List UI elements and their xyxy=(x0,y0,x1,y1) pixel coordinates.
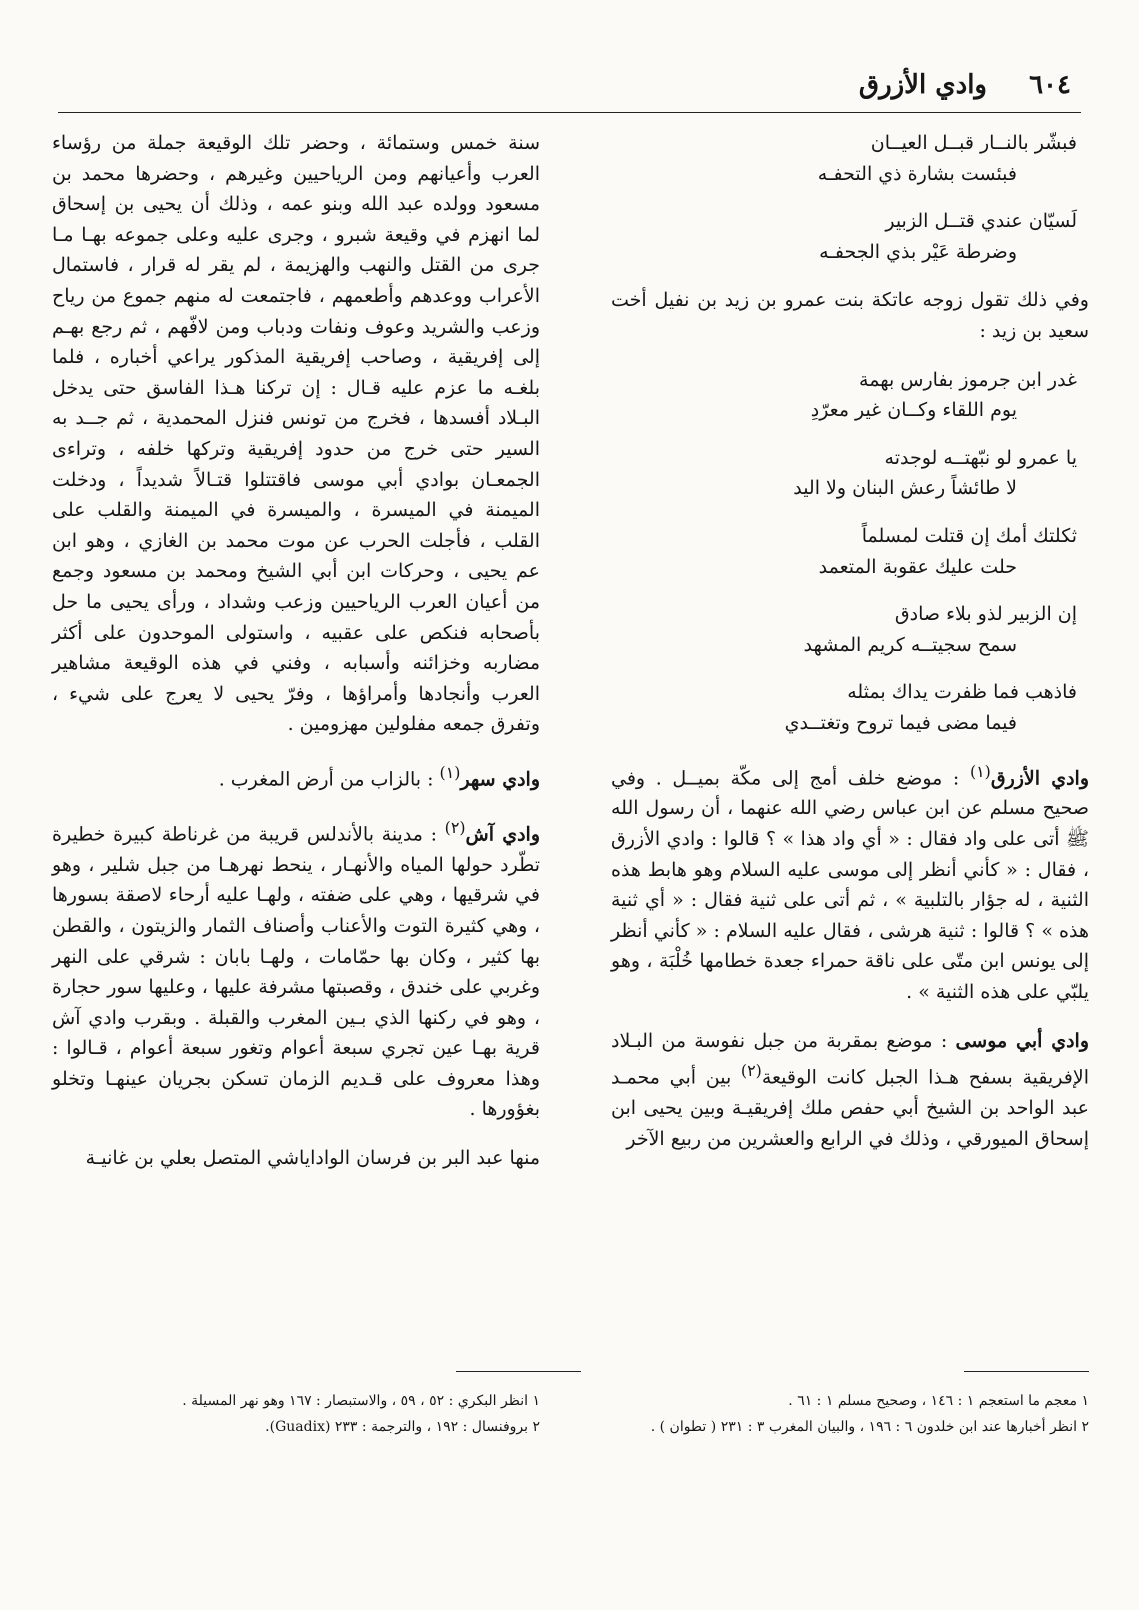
poem-zubair xyxy=(647,128,1077,267)
entry-headword: وادي الأزرق xyxy=(990,766,1090,789)
verse xyxy=(647,443,1077,504)
footnote-rule xyxy=(456,1371,581,1372)
verse xyxy=(647,206,1077,267)
hemistich: فبشّر بالنــار قبــل العيــان xyxy=(870,132,1077,154)
hemistich: سمح سجيتــه كريم المشهد xyxy=(803,633,1017,656)
entry-wadi-azraq xyxy=(611,757,1089,1008)
hemistich: إن الزبير لذو بلاء صادق xyxy=(894,603,1077,626)
footnote-marker: (١) xyxy=(439,762,461,782)
footnote: ٢ انظر أخبارها عند ابن خلدون ٦ : ١٩٦ ، والبيان المغرب ٣ : ٢٣١ ( تطوان ) . xyxy=(650,1419,1089,1435)
footnote: ٢ بروفنسال : ١٩٢ ، والترجمة : ٢٣٣ (Guadix). xyxy=(265,1419,540,1435)
hemistich: وضرطة عَيْر بذي الجحفـه xyxy=(819,240,1017,263)
right-column xyxy=(611,128,1089,1154)
footnote-marker: (١) xyxy=(969,761,991,781)
hemistich: يوم اللقاء وكــان غير معرّدِ xyxy=(810,399,1017,422)
hemistich: لَسيّان عندي قتــل الزبير xyxy=(885,210,1077,233)
entry-last-line: منها عبد البر بن فرسان الواداياشي المتصل بعلي بن غانيـة xyxy=(85,1147,540,1170)
left-column xyxy=(52,128,540,1174)
entry-text: : بالزاب من أرض المغرب . xyxy=(218,768,440,791)
header-rule xyxy=(58,112,1081,113)
hemistich: فيما مضى فيما تروح وتغتــدي xyxy=(784,711,1017,734)
verse xyxy=(647,365,1077,426)
hemistich: غدر ابن جرموز بفارس بهمة xyxy=(859,368,1077,391)
entry-headword: وادي سهر xyxy=(460,768,540,791)
page-header xyxy=(58,68,1081,110)
footnote-marker: (٢) xyxy=(444,817,466,837)
hemistich: لا طائشاً رعش البنان ولا اليد xyxy=(793,477,1017,500)
verse xyxy=(647,128,1077,189)
entry-continuation: سنة خمس وستمائة ، وحضر تلك الوقيعة جملة من رؤساء العرب وأعيانهم ومن الرياحيين وغيرهم ، وحضرها محمد بن مسعود وولده عبد الله وبنو عمه ، وذلك أن يحيى بن إسحاق لما انهزم في وقيعة شبرو ، وجرى عليه وعلى جموعه بهـا مـا جرى من القتل والنهب والهزيمة ، لم يقر له قرار ، فاستمال الأعراب ووعدهم وأطعمهم ، فاجتمعت له منهم جموع من رياح وزعب والشريد وعوف ونفات ودباب ومن لافّهم ، ثم رجع بهـم إلى إفريقية ، وصاحب إفريقية المذكور يراعي أخباره ، فلما بلغـه ما عزم عليه قـال : إن تركنا هـذا الفاسق حتى يدخل البـلاد أفسدها ، فخرج من تونس فنزل المحمدية ، ثم جــد به السير حتى خرج من حدود إفريقية وتركها خلفه ، وتراءى الجمعـان بوادي أبي موسى فاقتتلوا قتـالاً شديداً ، ودخلت الميمنة في الميسرة ، والميسرة في الميمنة والقلب على القلب ، فأجلت الحرب عن موت محمد بن الغازي ، وهو ابن عم يحيى ، وحركات ابن أبي الشيخ ومحمد بن مسعود وجمع من أعيان العرب الرياحيين وزعب وشداد ، ورأى يحيى ما حل بأصحابه فنكص على عقبيه ، واستولى الموحدون على أكثر مضاربه وخزائنه وأسبابه ، وفني في هذه الوقيعة مشاهير العرب وأنجادها وأمراؤها ، وفرّ يحيى لا يعرج على شيء ، وتفرق جمعه مفلولين مهزومين . xyxy=(52,132,540,736)
entry-headword: وادي أبي موسى xyxy=(955,1029,1089,1052)
footnote-marker: (٢) xyxy=(740,1061,762,1081)
entry-text: : موضع خلف أمج إلى مكّة بميــل . وفي صحيح مسلم عن ابن عباس رضي الله عنهما ، أن رسول الله ﷺ أتى على واد فقال : « أي واد هذا » ؟ قالوا : وادي الأزرق ، فقال : « كأني أنظر إلى موسى عليه السلام وهو هابط هذه الثنية ، له جؤار بالتلبية » ، ثم أتى على ثنية فقال : « أي ثنية هذه » ؟ قالوا : ثنية هرشى ، فقال عليه السلام : « كأني أنظر إلى يونس ابن متّى على ناقة حمراء جعدة خطامها خُلْبَة ، وهو يلبّي على هذه الثنية » . xyxy=(611,766,1089,1003)
verse xyxy=(647,599,1077,660)
poem-intro: وفي ذلك تقول زوجه عاتكة بنت عمرو بن زيد بن نفيل أخت سعيد بن زيد : xyxy=(611,289,1089,342)
entry-text: : مدينة بالأندلس قريبة من غرناطة كبيرة خطيرة تطّرد حولها المياه والأنهـار ، ينحط نهرهـا من جبل شلير ، وهو في شرقيها ، وهي على ضفته ، ولهـا عليه أرحاء لاصقة بسورها ، وهي كثيرة التوت والأعناب وأصناف الثمار والزيتون ، والقطن بها كثير ، وكان بها حمّامات ، ولهـا بابان : شرقي على النهر وغربي على خندق ، وقصبتها مشرفة عليها ، وعليها سور حجارة ، وهو في ركنها الذي بـين المغرب والقبلة . وبقرب وادي آش قرية بهـا عين تجري سبعة أعوام وتغور سبعة أعوام ، قـالوا : وهذا معروف على قـديم الزمان تسكن بجريان عينهـا وتخلو بغؤورها . xyxy=(52,823,540,1121)
hemistich: يا عمرو لو نبّهتــه لوجدته xyxy=(884,446,1077,469)
entry-text: بين أبي محمـد عبد الواحد بن الشيخ أبي حفص ملك إفريقيـة وبين يحيى ابن إسحاق الميورقي ، وذلك في الرابع والعشرين من ربيع الآخر xyxy=(611,1066,1089,1150)
entry-headword: وادي آش xyxy=(465,823,541,846)
page-number: ٦٠٤ xyxy=(1029,70,1071,100)
footnotes-right xyxy=(611,1388,1089,1440)
footnote-rule xyxy=(964,1371,1089,1372)
verse xyxy=(647,677,1077,738)
hemistich: حلت عليك عقوبة المتعمد xyxy=(818,555,1017,578)
footnotes-left xyxy=(52,1388,540,1440)
verse xyxy=(647,521,1077,582)
entry-wadi-sahar xyxy=(52,758,540,795)
entry-wadi-abi-musa xyxy=(611,1026,1089,1155)
hemistich: فبئست بشارة ذي التحفـه xyxy=(817,162,1017,185)
hemistich: ثكلتك أمك إن قتلت لمسلماً xyxy=(861,524,1077,547)
footnote: ١ انظر البكري : ٥٢ ، ٥٩ ، والاستبصار : ١٦٧ وهو نهر المسيلة . xyxy=(182,1393,540,1409)
entry-text: : موضع بمقربة من جبل نفوسة من البـلاد الإفريقية بسفح هـذا الجبل كانت الوقيعة xyxy=(611,1029,1089,1089)
footnote: ١ معجم ما استعجم ١ : ١٤٦ ، وصحيح مسلم ١ : ٦١ . xyxy=(788,1393,1089,1409)
poem-atika xyxy=(647,365,1077,739)
running-title: وادي الأزرق xyxy=(858,70,987,100)
hemistich: فاذهب فما ظفرت يداك بمثله xyxy=(847,681,1077,704)
entry-wadi-ash xyxy=(52,813,540,1125)
